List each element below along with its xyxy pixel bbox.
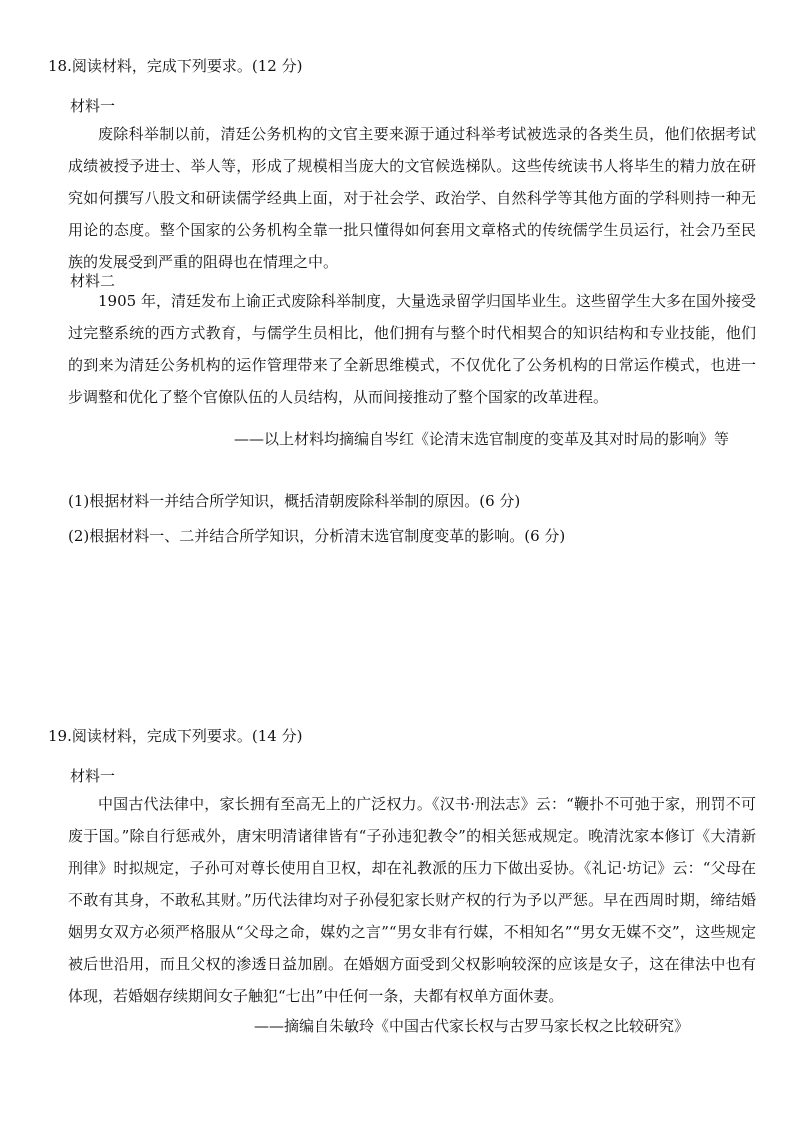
q18-material1-text: 废除科举制以前，清廷公务机构的文官主要来源于通过科举考试被选录的各类生员，他们依据考试成绩被授予进士、举人等，形成了规模相当庞大的文官候选梯队。这些传统读书人将毕生的精力放在研究如何撰写八股文和研读儒学经典上面，对于社会学、政治学、自然科学等其他方面的学科则持一种无用论的态度。整个国家的公务机构全靠一批只懂得如何套用文章格式的传统儒学生员运行，社会乃至民族的发展受到严重的阻碍也在情理之中。 (68, 125, 756, 271)
q19-source: ——摘编自朱敏玲《中国古代家长权与古罗马家长权之比较研究》 (254, 1017, 690, 1035)
q18-material2-text: 1905 年，清廷发布上谕正式废除科举制度，大量选录留学归国毕业生。这些留学生大多在国外接受过完整系统的西方式教育，与儒学生员相比，他们拥有与整个时代相契合的知识结构和专业技能，他们的到来为清廷公务机构的运作管理带来了全新思维模式，不仅优化了公务机构的日常运作模式，也进一步调整和优化了整个官僚队伍的人员结构，从而间接推动了整个国家的改革进程。 (68, 292, 756, 406)
q18-source: ——以上材料均摘编自岑红《论清末选官制度的变革及其对时局的影响》等 (234, 430, 730, 448)
q18-subquestion-1: (1)根据材料一并结合所学知识，概括清朝废除科举制的原因。(6 分) (68, 492, 521, 510)
q18-title: 18.阅读材料，完成下列要求。(12 分) (48, 57, 303, 75)
q18-subquestion-2: (2)根据材料一、二并结合所学知识，分析清末选官制度变革的影响。(6 分) (68, 527, 566, 545)
q18-material2-label: 材料二 (70, 272, 116, 290)
q19-material1-text: 中国古代法律中，家长拥有至高无上的广泛权力。《汉书·刑法志》云：“鞭扑不可弛于家，刑罚不可废于国。”除自行惩戒外，唐宋明清诸律皆有“子孙违犯教令”的相关惩戒规定。晚清沈家本修订《大清新刑律》时拟规定，子孙可对尊长使用自卫权，却在礼教派的压力下做出妥协。《礼记·坊记》云：“父母在不敢有其身，不敢私其财。”历代法律均对子孙侵犯家长财产权的行为予以严惩。早在西周时期，缔结婚姻男女双方必须严格服从“父母之命，媒妁之言”“男女非有行媒，不相知名”“男女无媒不交”，这些规定被后世沿用，而且父权的渗透日益加剧。在婚姻方面受到父权影响较深的应该是女子，这在律法中也有体现，若婚姻存续期间女子触犯“七出”中任何一条，夫都有权单方面休妻。 (68, 795, 756, 1005)
q19-title: 19.阅读材料，完成下列要求。(14 分) (48, 727, 303, 745)
q19-material1-label: 材料一 (70, 767, 116, 785)
q18-material1-label: 材料一 (70, 97, 116, 115)
